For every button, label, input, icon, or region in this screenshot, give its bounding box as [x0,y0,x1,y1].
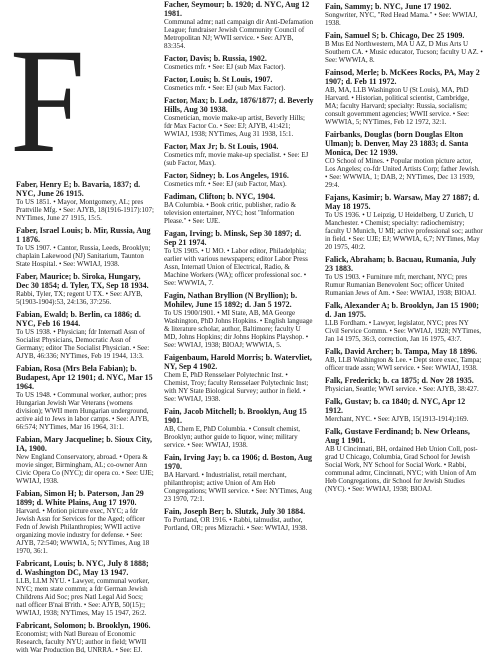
entry [164,0,314,50]
entry-body: To US 1907. • Cantor, Russia, Leeds, Brooklyn; chaplain Lakewood (NJ) Sanitarium, Taunton State Hospital. • See: WWIAJ, 1938. [16,244,151,268]
entry [325,301,483,343]
entry-body: Communal admr; natl campaign dir Anti-Defamation League; fundraiser Jewish Community Council of Metropolitan NJ; WWII service. • See: AJYB, 83:354. [164,18,314,50]
entry-heading: Fabricant, Solomon; b. Brooklyn, 1906. [16,621,151,630]
entry [16,310,154,360]
entry [164,142,314,167]
entry-body: AB U Cincinnati, BH, ordained Heb Union Coll, post-grad U Chicago, Columbia, Grad School for Jewish Social Work, NY School for Social Work. • Rabbi, communal admr, Cincinnati, NYC; with Union of Am Heb Congregations, dir School for Jewish Studies (NYC). • See: WWIAJ, 1938; BIOAJ. [325,445,478,493]
entry-body: Cosmetician, movie make-up artist, Beverly Hills; fdr Max Factor Co. • See: EJ; AJYB, 41:421; WWIAJ, 1938; NYTimes, Aug 31 1938, 15:1. [164,114,305,138]
entry [325,376,483,393]
entry-heading: Facher, Seymour; b. 1920; d. NYC, Aug 12 1981. [164,0,310,18]
entry-body: AB, LLB Washington & Lee. • Dept store exec, Tampa; officer trade assn; WWI service. • See: WWIAJ, 1938. [325,356,482,372]
entry-body: BA Columbia. • Book critic, publisher, radio & television entertainer, NYC; host "Information Please." • See: UJE. [164,201,297,225]
entry-body: AB, Chem E, PhD Columbia. • Consult chemist, Brooklyn; author guide to liquor, wine; military service. • See: WWIAJ, 1938. [164,425,301,449]
entry-body: Cosmetics mfr. • See: EJ (sub Max Factor). [164,84,286,92]
entry-body: LLB, LLM NYU. • Lawyer, communal worker, NYC; mem state commn; a fdr German Jewish Childrens Aid Soc; pres Natl Legal Aid Socs; natl officer B'nai B'rith. • See: AJYB, 50(15):; WWIAJ, 1938; NYTimes, May 15 1947, 26:2. [16,577,150,617]
entry-body: BA Harvard. • Industrialist, retail merchant, philanthropist; active Union of Am Heb Congregations; WWII service. • See: NYTimes, Aug 23 1970, 72:1. [164,471,312,503]
entry-heading: Fairbanks, Douglas (born Douglas Elton Ulman); b. Denver, May 23 1883; d. Santa Monica, Dec 12 1939. [325,130,469,157]
entry-heading: Fabian, Ewald; b. Berlin, ca 1886; d. NYC, Feb 16 1944. [16,310,141,328]
entry [164,54,314,71]
entry [16,180,154,222]
entry-body: AB, MA, LLB Washington U (St Louis), MA, PhD Harvard. • Historian, political scientist, Cambridge, MA; faculty Harvard; specialty: Russia, socialism; consult government agencies; WWII service. • See: WWWIA, 5; NYTimes, Feb 12 1972, 32:1. [325,86,470,126]
entry-heading: Fain, Samuel S; b. Chicago, Dec 25 1909. [325,31,465,40]
entry [164,291,314,349]
entry [325,397,483,423]
entry-body: To US 1948. • Communal worker, author; pres Hungarian Jewish War Veterans (womens division); WWII mem Hungarian underground, active aid to Jews in labor camps. • See: AJYB, 66:574; NYTimes, Mar 16 1964, 31:1. [16,391,149,431]
drop-cap: F [10,18,86,184]
entry [16,435,154,485]
column-2 [164,0,314,536]
entry-body: To US 1936. • U Leipzig, U Heidelberg, U Zurich, U Manchester. • Chemist; specialty: radiochemistry; faculty U Munich, U MI; active professional soc; author in field. • See: UJE; EJ; WWWIA, 6,7; NYTimes, May 20 1975, 40:2. [325,211,483,251]
entry [325,130,483,189]
entry-heading: Faber, Henry E; b. Bavaria, 1837; d. NYC, June 26 1915. [16,180,141,198]
entry [16,364,154,431]
entry-body: Merchant, NYC. • See: AJYB, 15(1913-1914):169. [325,415,469,423]
entry-heading: Fabian, Simon H; b. Paterson, Jan 29 1899; d. White Plains, Aug 17 1970. [16,489,144,507]
entry [164,353,314,403]
entry [16,621,154,654]
entry [164,192,314,225]
entry-body: Rabbi, Tyler, TX; regent U TX. • See: AJYB, 5(1903-1904):53, 24:136, 37:256. [16,290,143,306]
entry [164,229,314,287]
entry-body: B Mus Ed Northwestern, MA U AZ, D Mus Arts U Southern CA. • Music educator, Tucson; faculty U AZ. • See: WWWIA, 8. [325,40,483,64]
entry-heading: Falick, Abraham; b. Bacuau, Rumania, July 23 1883. [325,255,476,273]
entry [325,255,483,297]
entry-heading: Fabian, Rosa (Mrs Bela Fabian); b. Budapest, Apr 12 1901; d. NYC, Mar 15 1964. [16,364,153,391]
entry-heading: Fain, Joseph Ber; b. Slutzk, July 30 1884. [164,507,306,516]
entry-heading: Fajans, Kasimir; b. Warsaw, May 27 1887; d. May 18 1975. [325,193,480,211]
entry-heading: Faigenbaum, Harold Morris; b. Watervliet, NY, Sep 4 1902. [164,353,312,371]
entry-heading: Factor, Max; b. Lodz, 1876/1877; d. Beverly Hills, Aug 30 1938. [164,96,314,114]
entry-body: Cosmetics mfr. • See: EJ (sub Max Factor). [164,63,286,71]
entry [325,347,483,372]
entry-heading: Fabricant, Louis; b. NYC, July 8 1888; d. Washington DC, May 13 1947. [16,559,149,577]
entry-body: CO School of Mines. • Popular motion picture actor, Los Angeles; co-fdr United Artists Corp; father Jewish. • See: WWWIA, 1; DAB, 2; NYTimes, Dec 13 1939, 29:4. [325,157,480,189]
entry-heading: Fagin, Nathan Bryllion (N Bryllion); b. Mohilev, June 15 1892; d. Jan 5 1972. [164,291,298,309]
entry-body: To US 1900/1901. • MI State, AB, MA George Washington, PhD Johns Hopkins. • English language & literature scholar, author, Baltimore; faculty U MD, Johns Hopkins; dir Johns Hopkins Playshop. • See: WWIAJ, 1938; BIOAJ; WWWIA, 5. [164,309,313,349]
entry-body: Harvard. • Motion picture exec, NYC; a fdr Jewish Assn for Services for the Aged; officer Fedn of Jewish Philanthropies; WWII active organizing movie industry for defense. • See: AJYB, 72:540; WWWIA, 5; NYTimes, Aug 18 1970, 36:1. [16,507,150,555]
entry-heading: Falk, Gustav; b. ca 1840; d. NYC, Apr 12 1912. [325,397,466,415]
entry-heading: Fain, Jacob Mitchell; b. Brooklyn, Aug 15 1901. [164,407,307,425]
entry [325,31,483,64]
entry [325,2,483,27]
entry-body: Economist; with Natl Bureau of Economic Research, faculty NYU; author in field; WWII with War Production Bd, UNRRA. • See: EJ. [16,630,147,654]
entry-body: To US 1851. • Mayor, Montgomery, AL; pres Prattville Mfg. • See: AJYB, 18(1916-1917):107; NYTimes, June 27 1915, 15:5. [16,198,154,222]
entry-heading: Falk, Frederick; b. ca 1875; d. Nov 28 1935. [325,376,474,385]
entry-body: Physician, Seattle; WWI service. • See: AJYB, 38:427. [325,385,479,393]
column-3 [325,2,483,497]
entry-heading: Factor, Sidney; b. Los Angeles, 1916. [164,171,289,180]
entry-body: Chem E, PhD Rensselaer Polytechnic Inst. • Chemist, Troy; faculty Rensselaer Polytechnic Inst; with NY State Biological Survey; author in field. • See: WWIAJ, 1938. [164,371,309,403]
entry-heading: Faber, Israel Louis; b. Mir, Russia, Aug 1 1876. [16,226,151,244]
entry-heading: Fagan, Irving; b. Minsk, Sep 30 1897; d. Sep 21 1974. [164,229,302,247]
entry [164,453,314,503]
entry-body: To US 1938. • Physician; fdr Internatl Assn of Socialist Physicians, Democratic Assn of Germany; editor The Socialist Physician. • See: AJYB, 46:336; NYTimes, Feb 19 1944, 13:3. [16,328,150,360]
entry [16,226,154,268]
entry-body: To US 1903. • Furniture mfr, merchant, NYC; pres Rumur Rumanian Benevolent Soc; officer United Rumanian Jews of Am. • See: WWIAJ, 1938; BIOAJ. [325,273,477,297]
entry-heading: Fainsod, Merle; b. McKees Rocks, PA, May 2 1907; d. Feb 11 1972. [325,68,480,86]
entry [164,96,314,138]
entry-heading: Falk, Alexander A; b. Brooklyn, Jan 15 1900; d. Jan 1975. [325,301,479,319]
entry [164,507,314,532]
column-1 [16,180,154,658]
entry [325,68,483,126]
entry-heading: Falk, David Archer; b. Tampa, May 18 1896. [325,347,478,356]
entry [325,193,483,251]
entry-body: LLB Fordham. • Lawyer, legislator, NYC; pres NY Civil Service Commn. • See: WWIAJ, 1928; NYTimes, Jan 14 1975, 36:3, correction, Jan 16 1975, 43:7. [325,319,482,343]
entry-heading: Factor, Max Jr; b. St Louis, 1904. [164,142,279,151]
entry-body: Cosmetics mfr. • See: EJ (sub Factor, Max). [164,180,287,188]
entry [164,171,314,188]
entry-body: To Portland, OR 1916. • Rabbi, talmudist, author, Portland, OR; pres Mizrachi. • See: WWIAJ, 1938. [164,516,308,532]
entry-body: Songwriter, NYC, "Red Head Mama." • See: WWIAJ, 1938. [325,11,478,27]
entry [164,75,314,92]
entry-body: To US 1905. • U MO. • Labor editor, Philadelphia; earlier with various newspapers; editor Labor Press Assn, Internatl Union of Electrical, Radio, & Machine Workers (WA); officer professional soc. • See: WWWIA, 7. [164,247,308,287]
entry-heading: Fabian, Mary Jacqueline; b. Sioux City, IA, 1900. [16,435,153,453]
entry-heading: Fain, Sammy; b. NYC, June 17 1902. [325,2,452,11]
entry-heading: Factor, Louis; b. St Louis, 1907. [164,75,273,84]
entry [164,407,314,449]
entry-heading: Faber, Maurice; b. Siroka, Hungary, Dec 30 1854; d. Tyler, TX, Sep 18 1934. [16,272,149,290]
entry-heading: Falk, Gustave Ferdinand; b. New Orleans, Aug 1 1901. [325,427,470,445]
entry-heading: Fain, Irving Jay; b. ca 1906; d. Boston, Aug 1970. [164,453,313,471]
entry [325,427,483,493]
entry-heading: Factor, Davis; b. Russia, 1902. [164,54,267,63]
entry-heading: Fadiman, Clifton; b. NYC, 1904. [164,192,276,201]
entry-body: New England Conservatory, abroad. • Opera & movie singer, Birmingham, AL; co-owner Ann Civic Opera Co (NYC); dir opera co. • See: UJE; WWIAJ, 1938. [16,453,154,485]
entry [16,559,154,617]
entry-body: Cosmetics mfr, movie make-up specialist. • See: EJ (sub Factor, Max). [164,151,309,167]
entry [16,272,154,306]
entry [16,489,154,555]
